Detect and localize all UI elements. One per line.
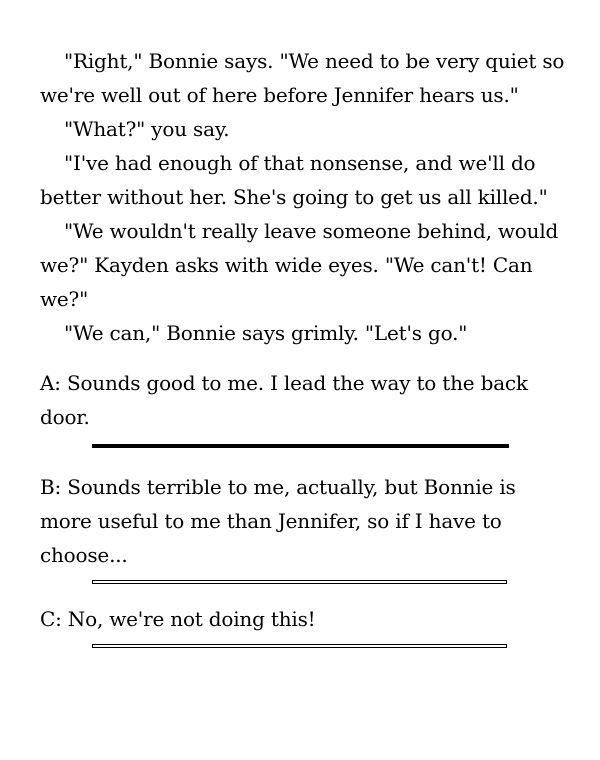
- choice-divider: [92, 580, 507, 584]
- story-page: [40, 44, 565, 666]
- story-paragraph: "I've had enough of that nonsense, and we'll do better without her. She's going to get us all killed.": [40, 151, 548, 209]
- choice-c[interactable]: C: No, we're not doing this!: [40, 607, 316, 631]
- choice-a[interactable]: A: Sounds good to me. I lead the way to the back door.: [40, 371, 528, 429]
- choice-divider: [92, 644, 507, 648]
- story-paragraph: "What?" you say.: [64, 117, 230, 141]
- choice-divider-selected: [92, 444, 509, 448]
- story-paragraph: "Right," Bonnie says. "We need to be very quiet so we're well out of here before Jennifer hears us.": [40, 49, 565, 107]
- choice-b[interactable]: B: Sounds terrible to me, actually, but Bonnie is more useful to me than Jennifer, so if I have to choose...: [40, 475, 516, 567]
- story-paragraph: "We can," Bonnie says grimly. "Let's go.": [64, 321, 468, 345]
- story-text: [40, 44, 565, 350]
- story-paragraph: "We wouldn't really leave someone behind, would we?" Kayden asks with wide eyes. "We can't! Can we?": [40, 219, 559, 311]
